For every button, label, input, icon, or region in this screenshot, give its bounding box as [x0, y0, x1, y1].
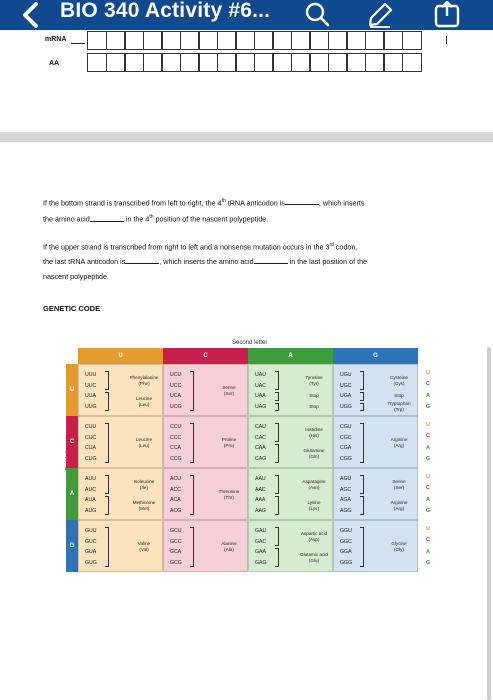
amino-acid-label — [127, 479, 161, 491]
amino-acid-abbr: (Leu) — [138, 443, 150, 448]
amino-acid-name: Arginine — [390, 499, 408, 505]
codon-list — [85, 474, 96, 516]
app-bar — [0, 0, 493, 30]
third-letter-U: U — [426, 473, 430, 480]
amino-acid-label — [297, 375, 331, 387]
codon-box-AG — [333, 468, 418, 520]
mrna-blank — [71, 43, 85, 44]
codon: CCC — [170, 434, 182, 441]
third-letter-C: C — [426, 433, 430, 440]
amino-acid-label — [297, 393, 331, 399]
third-letter-column — [418, 520, 438, 572]
codon-bracket — [190, 371, 194, 411]
codon-bracket — [190, 423, 194, 463]
amino-acid-name: Histidine — [305, 426, 323, 432]
amino-acid-label — [297, 448, 331, 460]
codon: CGC — [340, 434, 352, 441]
amino-acid-abbr: (Cys) — [393, 380, 405, 386]
amino-acid-abbr: (Asp) — [308, 536, 320, 542]
answer-blank — [90, 214, 124, 222]
amino-acid-abbr: (Phe) — [138, 380, 150, 386]
amino-acid-abbr: (Lys) — [308, 505, 320, 511]
amino-acid-name: Lysine — [307, 499, 321, 505]
codon: AAG — [255, 507, 266, 514]
codon: CGA — [340, 445, 352, 451]
codon: AGG — [340, 507, 352, 514]
amino-acid-label — [127, 437, 161, 449]
codon: ACA — [170, 497, 181, 503]
codon: GAU — [255, 528, 267, 534]
amino-acid-abbr: (Leu) — [138, 401, 150, 407]
codon: UUU — [85, 372, 97, 378]
first-letter-U: U — [66, 364, 78, 416]
codon: UGC — [340, 382, 352, 389]
third-letter-C: C — [426, 381, 430, 388]
codon: UCA — [170, 393, 181, 399]
codon: AUA — [85, 497, 96, 503]
codon-box-UU — [78, 364, 163, 416]
third-letter-U: U — [426, 421, 430, 428]
third-letter-G: G — [425, 560, 431, 567]
codon: CUU — [85, 424, 97, 430]
codon: CCU — [170, 424, 182, 430]
genetic-code-table — [66, 348, 438, 572]
codon: CUG — [85, 455, 97, 462]
codon-box-UA — [248, 364, 333, 416]
codon-bracket — [275, 392, 279, 401]
codon-bracket — [360, 527, 364, 567]
codon-list — [340, 422, 352, 464]
amino-acid-name: Stop — [309, 403, 319, 409]
codon: GUC — [85, 538, 97, 545]
codon: UGU — [340, 372, 352, 378]
third-letter-G: G — [425, 508, 431, 515]
third-letter-A: A — [426, 496, 430, 503]
amino-acid-label — [127, 375, 161, 387]
codon: UGG — [340, 403, 352, 410]
codon: GUA — [85, 549, 97, 555]
codon: ACC — [170, 486, 181, 493]
amino-acid-name: Stop — [309, 393, 319, 399]
codon: CCA — [170, 445, 181, 451]
amino-acid-abbr: (Gln) — [308, 453, 320, 459]
amino-acid-abbr: (Thr) — [224, 495, 234, 500]
codon: UGA — [340, 393, 352, 399]
codon-bracket — [275, 527, 279, 546]
amino-acid-name: Proline — [221, 437, 237, 442]
codon-box-CC — [163, 416, 248, 468]
codon: UCU — [170, 372, 182, 378]
codon: UAA — [255, 393, 266, 399]
amino-acid-abbr: (Pro) — [223, 443, 235, 448]
page-title: BIO 340 Activity #6... — [60, 0, 271, 22]
third-letter-A: A — [426, 392, 430, 399]
codon-list — [85, 422, 97, 464]
third-letter-G: G — [425, 404, 431, 411]
codon: GAA — [255, 549, 266, 555]
codon: AUC — [85, 486, 96, 493]
codon-box-AA — [248, 468, 333, 520]
amino-acid-name: Asparagine — [302, 478, 326, 484]
codon-list — [85, 526, 97, 568]
codon: UUA — [85, 393, 96, 399]
codon-list — [170, 526, 182, 568]
first-letter-C: C — [66, 416, 78, 468]
codon-box-CA — [248, 416, 333, 468]
third-letter-column — [418, 364, 438, 416]
amino-acid-abbr: (Asn) — [308, 484, 320, 490]
codon: CAG — [255, 455, 267, 462]
codon: ACG — [170, 507, 182, 514]
second-letter-U: U — [78, 348, 163, 364]
codon: UAC — [255, 382, 266, 389]
codon-box-GG — [333, 520, 418, 572]
codon: GAG — [255, 559, 267, 566]
codon-box-UG — [333, 364, 418, 416]
mrna-box-row — [87, 31, 420, 50]
amino-acid-name: Tyrosine — [305, 374, 323, 380]
third-letter-C: C — [426, 537, 430, 544]
codon-list — [340, 474, 352, 516]
codon-bracket — [360, 392, 364, 401]
mrna-end-mark — [446, 36, 447, 44]
codon-bracket — [275, 496, 279, 515]
amino-acid-abbr: (Gly) — [394, 547, 404, 552]
codon-bracket — [105, 371, 109, 390]
codon: AUU — [85, 476, 96, 482]
codon-bracket — [105, 392, 109, 411]
codon: UAG — [255, 403, 267, 410]
third-letter-A: A — [426, 548, 430, 555]
amino-acid-label — [297, 479, 331, 491]
codon-box-GC — [163, 520, 248, 572]
codon-bracket — [105, 423, 109, 463]
amino-acid-name: Threonine — [218, 489, 240, 494]
codon-bracket — [275, 403, 279, 412]
codon: UUG — [85, 403, 97, 410]
mrna-label: mRNA — [45, 36, 67, 43]
second-letter-C: C — [163, 348, 248, 364]
codon: AGU — [340, 476, 352, 482]
codon: GGA — [340, 549, 352, 555]
codon: GCC — [170, 538, 182, 545]
second-letter-G: G — [333, 348, 418, 364]
amino-acid-abbr: (Ser) — [223, 391, 235, 396]
codon: GCG — [170, 559, 182, 566]
codon: UUC — [85, 382, 97, 389]
second-letter-A: A — [248, 348, 333, 364]
amino-acid-label — [212, 385, 246, 397]
codon-bracket — [190, 527, 194, 567]
amino-acid-label — [382, 375, 416, 387]
amino-acid-abbr: (Glu) — [308, 557, 320, 563]
amino-acid-abbr: (Tyr) — [309, 380, 319, 386]
amino-acid-abbr: (His) — [309, 432, 319, 438]
amino-acid-abbr: (Met) — [138, 505, 150, 511]
amino-acid-abbr: (Val) — [139, 547, 149, 552]
amino-acid-label — [212, 541, 246, 553]
third-letter-column — [418, 416, 438, 468]
codon: UCC — [170, 382, 182, 389]
codon: CUA — [85, 445, 96, 451]
question-1: If the bottom strand is transcribed from left to right, the 4th tRNA anticodon is , which inserts the amino acid in the 4th position of the nascent polypeptide. — [43, 198, 365, 224]
amino-acid-abbr: (Arg) — [393, 443, 405, 448]
third-letter-G: G — [425, 456, 431, 463]
codon-box-GU — [78, 520, 163, 572]
codon-list — [85, 370, 97, 412]
amino-acid-name: Leucine — [135, 437, 153, 442]
codon: CAA — [255, 445, 266, 451]
codon-bracket — [360, 496, 364, 515]
amino-acid-name: Alanine — [221, 541, 237, 546]
third-letter-C: C — [426, 485, 430, 492]
codon-list — [170, 422, 182, 464]
amino-acid-label — [212, 489, 246, 501]
amino-acid-abbr: (Ile) — [140, 484, 148, 490]
search-icon[interactable] — [303, 1, 331, 28]
codon-list — [255, 370, 266, 412]
amino-acid-abbr: (Trp) — [394, 406, 404, 412]
amino-acid-label — [297, 531, 331, 543]
amino-acid-label — [382, 541, 416, 553]
codon: CGG — [340, 455, 352, 462]
codon-box-UC — [163, 364, 248, 416]
amino-acid-label — [297, 427, 331, 439]
codon: AAA — [255, 497, 266, 503]
codon: CCG — [170, 455, 182, 462]
codon: GGU — [340, 528, 352, 534]
codon-list — [255, 526, 267, 568]
amino-acid-name: Glutamine — [303, 447, 325, 453]
amino-acid-name: Glycine — [391, 541, 407, 546]
codon: AUG — [85, 507, 97, 514]
codon-bracket — [275, 444, 279, 463]
codon: CUC — [85, 434, 97, 441]
answer-blank — [254, 256, 288, 264]
amino-acid-label — [297, 552, 331, 564]
codon: CAU — [255, 424, 266, 430]
amino-acid-label — [127, 500, 161, 512]
codon: CGU — [340, 424, 352, 430]
codon: GUU — [85, 528, 97, 534]
amino-acid-name: Serine — [392, 478, 406, 484]
amino-acid-label — [382, 401, 416, 413]
codon-bracket — [275, 548, 279, 567]
codon: CAC — [255, 434, 266, 441]
scrollbar[interactable] — [487, 347, 491, 700]
codon-bracket — [275, 371, 279, 390]
codon-box-GA — [248, 520, 333, 572]
codon: ACU — [170, 476, 181, 482]
amino-acid-name: Glutamic acid — [300, 551, 328, 557]
third-letter-A: A — [426, 444, 430, 451]
codon: AAU — [255, 476, 266, 482]
amino-acid-name: Methionine — [132, 499, 156, 505]
amino-acid-label — [382, 393, 416, 399]
codon-bracket — [105, 475, 109, 494]
amino-acid-label — [297, 500, 331, 512]
amino-acid-abbr: (Ala) — [224, 547, 234, 552]
amino-acid-label — [297, 404, 331, 410]
codon-bracket — [360, 403, 364, 412]
codon-list — [340, 370, 352, 412]
chevron-left-icon[interactable] — [16, 1, 46, 29]
third-letter-U: U — [426, 369, 430, 376]
amino-acid-name: Leucine — [135, 395, 153, 401]
codon-bracket — [275, 475, 279, 494]
codon-box-AU — [78, 468, 163, 520]
second-letter-label: Second letter — [232, 340, 268, 346]
codon-bracket — [360, 423, 364, 463]
codon-list — [255, 474, 266, 516]
codon-box-CG — [333, 416, 418, 468]
first-letter-G: G — [66, 520, 78, 572]
amino-acid-label — [382, 500, 416, 512]
corner-cell — [66, 348, 78, 364]
amino-acid-name: Valine — [137, 541, 151, 546]
corner-cell — [418, 348, 438, 364]
codon: GGC — [340, 538, 352, 545]
amino-acid-label — [382, 479, 416, 491]
codon: GCU — [170, 528, 182, 534]
codon: UAU — [255, 372, 266, 378]
codon: GCA — [170, 549, 182, 555]
third-letter-column — [418, 468, 438, 520]
amino-acid-name: Phenylalanine — [129, 374, 159, 380]
amino-acid-name: Serine — [222, 385, 236, 390]
codon-box-CU — [78, 416, 163, 468]
codon-bracket — [360, 475, 364, 494]
amino-acid-label — [212, 437, 246, 449]
codon: GAC — [255, 538, 267, 545]
third-letter-U: U — [426, 525, 430, 532]
codon-bracket — [105, 496, 109, 515]
amino-acid-name: Tryptophan — [387, 400, 411, 406]
amino-acid-label — [127, 541, 161, 553]
amino-acid-label — [382, 437, 416, 449]
codon: GUG — [85, 559, 97, 566]
codon-bracket — [360, 371, 364, 390]
codon-bracket — [105, 527, 109, 567]
share-icon[interactable] — [433, 1, 461, 28]
aa-label: AA — [49, 60, 60, 67]
codon-list — [340, 526, 352, 568]
amino-acid-name: Stop — [394, 393, 404, 399]
amino-acid-abbr: (Arg) — [393, 505, 405, 511]
codon: AAC — [255, 486, 266, 493]
codon-box-AC — [163, 468, 248, 520]
codon: GGG — [340, 559, 353, 566]
codon-list — [255, 422, 266, 464]
section-heading: GENETIC CODE — [43, 304, 101, 313]
answer-blank — [285, 197, 319, 205]
codon: AGA — [340, 497, 351, 503]
amino-acid-name: Aspartic acid — [300, 530, 328, 536]
codon-list — [170, 474, 181, 516]
amino-acid-name: Isoleucine — [133, 478, 155, 484]
codon: AGC — [340, 486, 352, 493]
answer-blank — [125, 256, 159, 264]
amino-acid-name: Arginine — [390, 437, 408, 442]
pen-icon[interactable] — [366, 1, 394, 28]
codon-bracket — [190, 475, 194, 515]
page-divider — [0, 132, 493, 142]
codon: UCG — [170, 403, 182, 410]
amino-acid-name: Cysteine — [390, 374, 408, 380]
codon-bracket — [275, 423, 279, 442]
question-2: If the upper strand is transcribed from right to left and a nonsense mutation occurs in the 3rd codon, the last tRNA anticodon is , which inserts the amino acid in the last position of the nascent polypeptide. — [43, 242, 368, 282]
amino-acid-abbr: (Ser) — [393, 484, 405, 490]
aa-box-row — [87, 53, 420, 72]
first-letter-A: A — [66, 468, 78, 520]
codon-list — [170, 370, 182, 412]
amino-acid-label — [127, 396, 161, 408]
